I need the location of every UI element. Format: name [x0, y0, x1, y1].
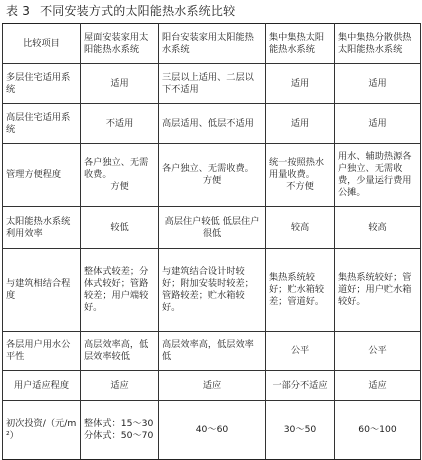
table-cell: 40～60	[159, 401, 266, 460]
row-label: 与建筑相结合程度	[3, 249, 81, 332]
table-cell: 公平	[266, 332, 335, 371]
table-cell: 整体式较差；分体式较好；管路较差；用户端较好。	[81, 249, 159, 332]
table-cell: 高层适用、低层不适用	[159, 104, 266, 144]
row-label: 各层用户用水公平性	[3, 332, 81, 371]
table-cell: 30～50	[266, 401, 335, 460]
table-row	[3, 64, 421, 104]
table-cell: 公平	[335, 332, 421, 371]
table-cell: 适应	[159, 371, 266, 401]
cell-text: 各户独立、无需收费。	[84, 157, 149, 180]
header-centralized: 集中集热太阳能热水系统	[266, 24, 335, 64]
header-central-distributed: 集中集热分散供热太阳能热水系统	[335, 24, 421, 64]
row-label: 用户适应程度	[3, 371, 81, 401]
table-cell: 高层效率高，低层效率低	[159, 332, 266, 371]
table-row	[3, 332, 421, 371]
cell-note: 方便	[110, 181, 129, 192]
cell-text: 各户独立、无需收费。	[162, 163, 254, 174]
table-cell: 较高	[335, 207, 421, 249]
table-row	[3, 207, 421, 249]
row-label: 多层住宅适用系统	[3, 64, 81, 104]
table-cell	[335, 144, 421, 207]
table-cell: 一部分不适应	[266, 371, 335, 401]
comparison-table	[2, 23, 421, 460]
table-number: 表 3	[6, 4, 31, 18]
header-item: 比较项目	[3, 24, 81, 64]
table-header-row	[3, 24, 421, 64]
header-balcony: 阳台安装家用太阳能热水系统	[159, 24, 266, 64]
table-cell: 整体式：15～30 分体式：50～70	[81, 401, 159, 460]
table-cell: 高层效率高，低层效率较低	[81, 332, 159, 371]
table-cell: 不适用	[81, 104, 159, 144]
table-cell: 适应	[335, 371, 421, 401]
table-row	[3, 371, 421, 401]
table-cell: 适用	[335, 64, 421, 104]
table-cell: 较高	[266, 207, 335, 249]
table-cell: 适用	[266, 104, 335, 144]
table-cell	[159, 144, 266, 207]
table-cell: 高层住户较低 低层住户很低	[159, 207, 266, 249]
table-cell	[266, 144, 335, 207]
row-label: 太阳能热水系统利用效率	[3, 207, 81, 249]
table-cell: 集热系统较好；贮水箱较差；管道好。	[266, 249, 335, 332]
table-cell: 较低	[81, 207, 159, 249]
table-cell: 集热系统较好；管道好；用户贮水箱较好。	[335, 249, 421, 332]
row-label: 初次投资/（元/m²）	[3, 401, 81, 460]
header-rooftop: 屋面安装家用太阳能热水系统	[81, 24, 159, 64]
table-row	[3, 104, 421, 144]
cell-note: 不方便	[286, 181, 314, 192]
table-row	[3, 144, 421, 207]
table-title: 不同安装方式的太阳能热水系统比较	[40, 4, 236, 18]
table-cell: 适应	[81, 371, 159, 401]
cell-text: 用水、辅助热源各户独立、无需收费，少量运行费用公摊。	[338, 151, 412, 198]
table-row	[3, 249, 421, 332]
table-caption	[6, 3, 235, 19]
row-label: 管理方便程度	[3, 144, 81, 207]
cell-text: 统一按照热水用量收费。	[269, 157, 325, 180]
table-cell	[81, 144, 159, 207]
table-cell: 适用	[81, 64, 159, 104]
cell-note: 方便	[202, 175, 222, 186]
table-cell: 适用	[335, 104, 421, 144]
table-cell: 60～100	[335, 401, 421, 460]
table-cell: 三层以上适用、二层以下不适用	[159, 64, 266, 104]
table-row	[3, 401, 421, 460]
table-cell: 与建筑结合设计时较好；附加安装时较差；管路较差；贮水箱较好。	[159, 249, 266, 332]
row-label: 高层住宅适用系统	[3, 104, 81, 144]
table-cell: 适用	[266, 64, 335, 104]
